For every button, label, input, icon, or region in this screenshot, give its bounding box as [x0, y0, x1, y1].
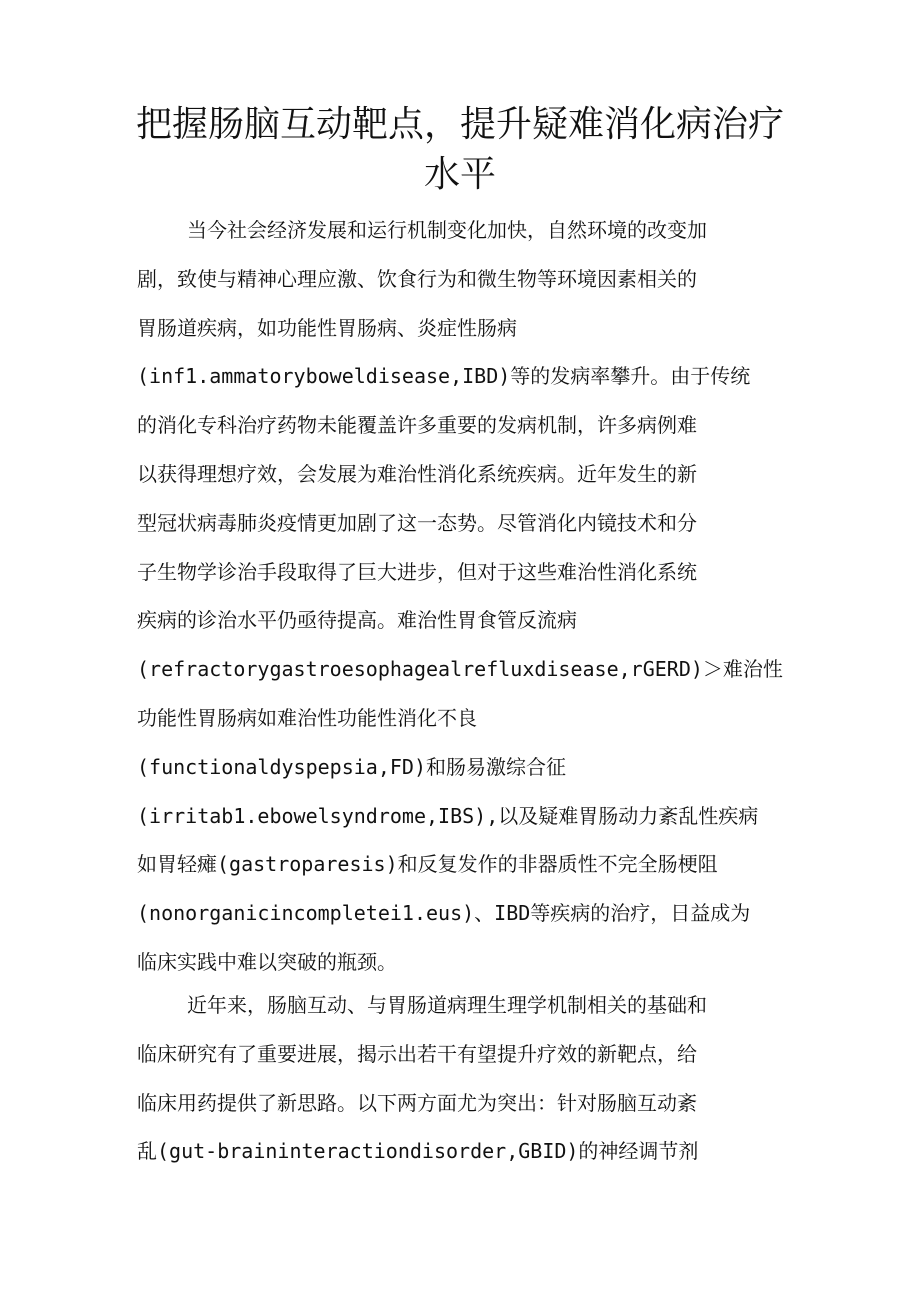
- text-line: 胃肠道疾病，如功能性胃肠病、炎症性肠病: [137, 315, 517, 340]
- text-line: 的消化专科治疗药物未能覆盖许多重要的发病机制，许多病例难: [137, 413, 697, 438]
- text-line: (refractorygastroesophagealrefluxdisease,rGERD)＞难治性: [137, 657, 783, 682]
- text-line: (irritab1.ebowelsyndrome,IBS),以及疑难胃肠动力紊乱性疾病: [137, 803, 759, 828]
- text-line: 当今社会经济发展和运行机制变化加快，自然环境的改变加: [187, 218, 707, 242]
- text-line: 临床研究有了重要进展，揭示出若干有望提升疗效的新靶点，给: [137, 1041, 697, 1066]
- text-line: 以获得理想疗效，会发展为难治性消化系统疾病。近年发生的新: [137, 461, 697, 486]
- text-line: (nonorganicincompletei1.eus)、IBD等疾病的治疗，日益成为: [137, 901, 751, 926]
- text-line: (functionaldyspepsia,FD)和肠易激综合征: [137, 754, 566, 779]
- text-line: 近年来，肠脑互动、与胃肠道病理生理学机制相关的基础和: [187, 993, 707, 1017]
- text-line: 临床实践中难以突破的瓶颈。: [137, 949, 397, 974]
- text-line: 子生物学诊治手段取得了巨大进步，但对于这些难治性消化系统: [137, 559, 697, 584]
- text-line: 功能性胃肠病如难治性功能性消化不良: [137, 705, 477, 730]
- paragraph-recent-advances: [137, 981, 787, 1176]
- document-title: 把握肠脑互动靶点，提升疑难消化病治疗水平: [135, 104, 784, 195]
- text-line: 临床用药提供了新思路。以下两方面尤为突出：针对肠脑互动紊: [137, 1090, 697, 1115]
- text-line: 乱(gut-braininteractiondisorder,GBID)的神经调节剂: [137, 1139, 699, 1164]
- text-line: 疾病的诊治水平仍亟待提高。难治性胃食管反流病: [137, 608, 577, 633]
- text-line: 剧，致使与精神心理应激、饮食行为和微生物等环境因素相关的: [137, 266, 697, 291]
- text-line: 如胃轻瘫(gastroparesis)和反复发作的非器质性不完全肠梗阻: [137, 852, 718, 877]
- text-line: 型冠状病毒肺炎疫情更加剧了这一态势。尽管消化内镜技术和分: [137, 510, 697, 535]
- paragraph-intro: [137, 206, 787, 987]
- text-line: (inf1.ammatoryboweldisease,IBD)等的发病率攀升。由于传统: [137, 364, 751, 389]
